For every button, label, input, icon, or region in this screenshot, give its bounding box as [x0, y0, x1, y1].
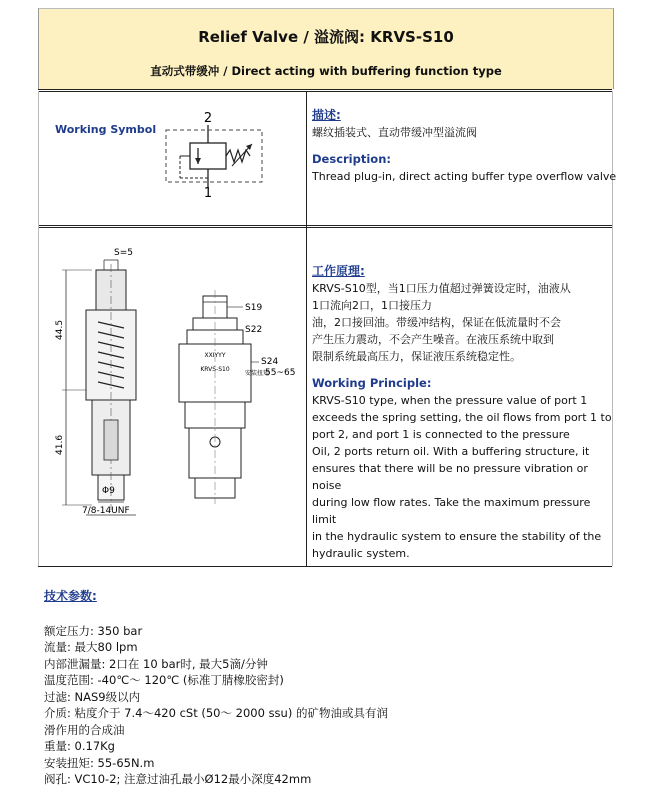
- description-title-en: Description:: [312, 152, 391, 166]
- body-model-text: KRVS-S10: [200, 366, 230, 373]
- principle-title-cn: 工作原理:: [312, 264, 365, 278]
- port-2-label: 2: [203, 111, 213, 126]
- description-title-cn: 描述:: [312, 108, 341, 122]
- torque-label: 安装扭矩: [245, 370, 270, 377]
- working-symbol-label: Working Symbol: [55, 123, 157, 136]
- body-code-text: XXIYYY: [204, 352, 226, 359]
- principle-title-en: Working Principle:: [312, 376, 432, 390]
- divider-bottom: [38, 566, 612, 567]
- tech-row: 温度范围: -40℃～ 120℃ (标准丁腈橡胶密封): [44, 673, 284, 687]
- divider-top-double: [38, 91, 612, 92]
- hex-s24-label: S24: [261, 357, 279, 367]
- divider-top: [38, 89, 612, 90]
- description-text-en: Thread plug-in, direct acting buffer type overflow valve: [312, 170, 617, 183]
- tech-row: 阀孔: VC10-2; 注意过油孔最小Ø12最小深度42mm: [44, 772, 312, 786]
- page-subtitle: 直动式带缓冲 / Direct acting with buffering function type: [150, 64, 502, 78]
- tech-row: 安装扭矩: 55-65N.m: [44, 755, 155, 770]
- description-text-cn: 螺纹插装式、直动带缓冲型溢流阀: [312, 126, 477, 139]
- column-divider-upper: [306, 91, 307, 227]
- page-title: Relief Valve / 溢流阀: KRVS-S10: [198, 28, 454, 46]
- principle-block: [312, 263, 612, 562]
- working-symbol-diagram: [160, 108, 270, 200]
- tech-params-title: 技术参数:: [44, 589, 97, 603]
- tech-row: 滑作用的合成油: [44, 722, 125, 737]
- torque-value: 55~65: [265, 368, 296, 378]
- principle-text-cn: KRVS-S10型，当1口压力值超过弹簧设定时，油液从 1口流向2口，1口接压力 油，2口接回油。带缓冲结构，保证在低流量时不会 产生压力震动，不会产生噪音。在液压系统中取到 限制系统最高压力，保证液压系统稳定性。: [312, 282, 571, 363]
- tech-row: 过滤: NAS9级以内: [44, 689, 141, 704]
- tech-row: 重量: 0.17Kg: [44, 739, 115, 753]
- table-left-edge: [38, 91, 39, 566]
- dim-44-5-label: 44.5: [55, 319, 65, 340]
- column-divider-lower: [306, 227, 307, 566]
- description-block: [312, 107, 616, 185]
- principle-text-en: KRVS-S10 type, when the pressure value of port 1 exceeds the spring setting, the oil flows from port 1 to port 2, and port 1 is connected to the pressure Oil, 2 ports return oil. With a buffering structure, it ensures that there will be no pressure vibration or noise during low flow rates. Take the maximum pressure limit in the hydraulic system to ensure the stability of the hydraulic system.: [312, 394, 612, 560]
- header-banner: [38, 8, 614, 89]
- cartridge-exterior-drawing: [165, 290, 305, 510]
- dim-41-6-label: 41.6: [55, 434, 65, 455]
- tech-row: 额定压力: 350 bar: [44, 623, 143, 638]
- wrench-size-label: S=5: [114, 248, 133, 258]
- port-1-label: 1: [203, 186, 213, 200]
- tech-row: 内部泄漏量: 2口在 10 bar时, 最大5滴/分钟: [44, 656, 268, 671]
- cartridge-section-drawing: [52, 240, 152, 520]
- hex-s22-label: S22: [245, 325, 263, 335]
- tech-row: 介质: 粘度介于 7.4～420 cSt (50～ 2000 ssu) 的矿物油或具有润: [44, 706, 388, 720]
- divider-middle-double: [38, 227, 612, 228]
- tech-params-block: [44, 588, 388, 788]
- divider-middle: [38, 225, 612, 226]
- hex-s19-label: S19: [245, 303, 263, 313]
- thread-spec-label: 7/8-14UNF: [82, 506, 130, 516]
- tech-row: 流量: 最大80 lpm: [44, 640, 138, 654]
- diameter-9-label: Φ9: [102, 486, 115, 496]
